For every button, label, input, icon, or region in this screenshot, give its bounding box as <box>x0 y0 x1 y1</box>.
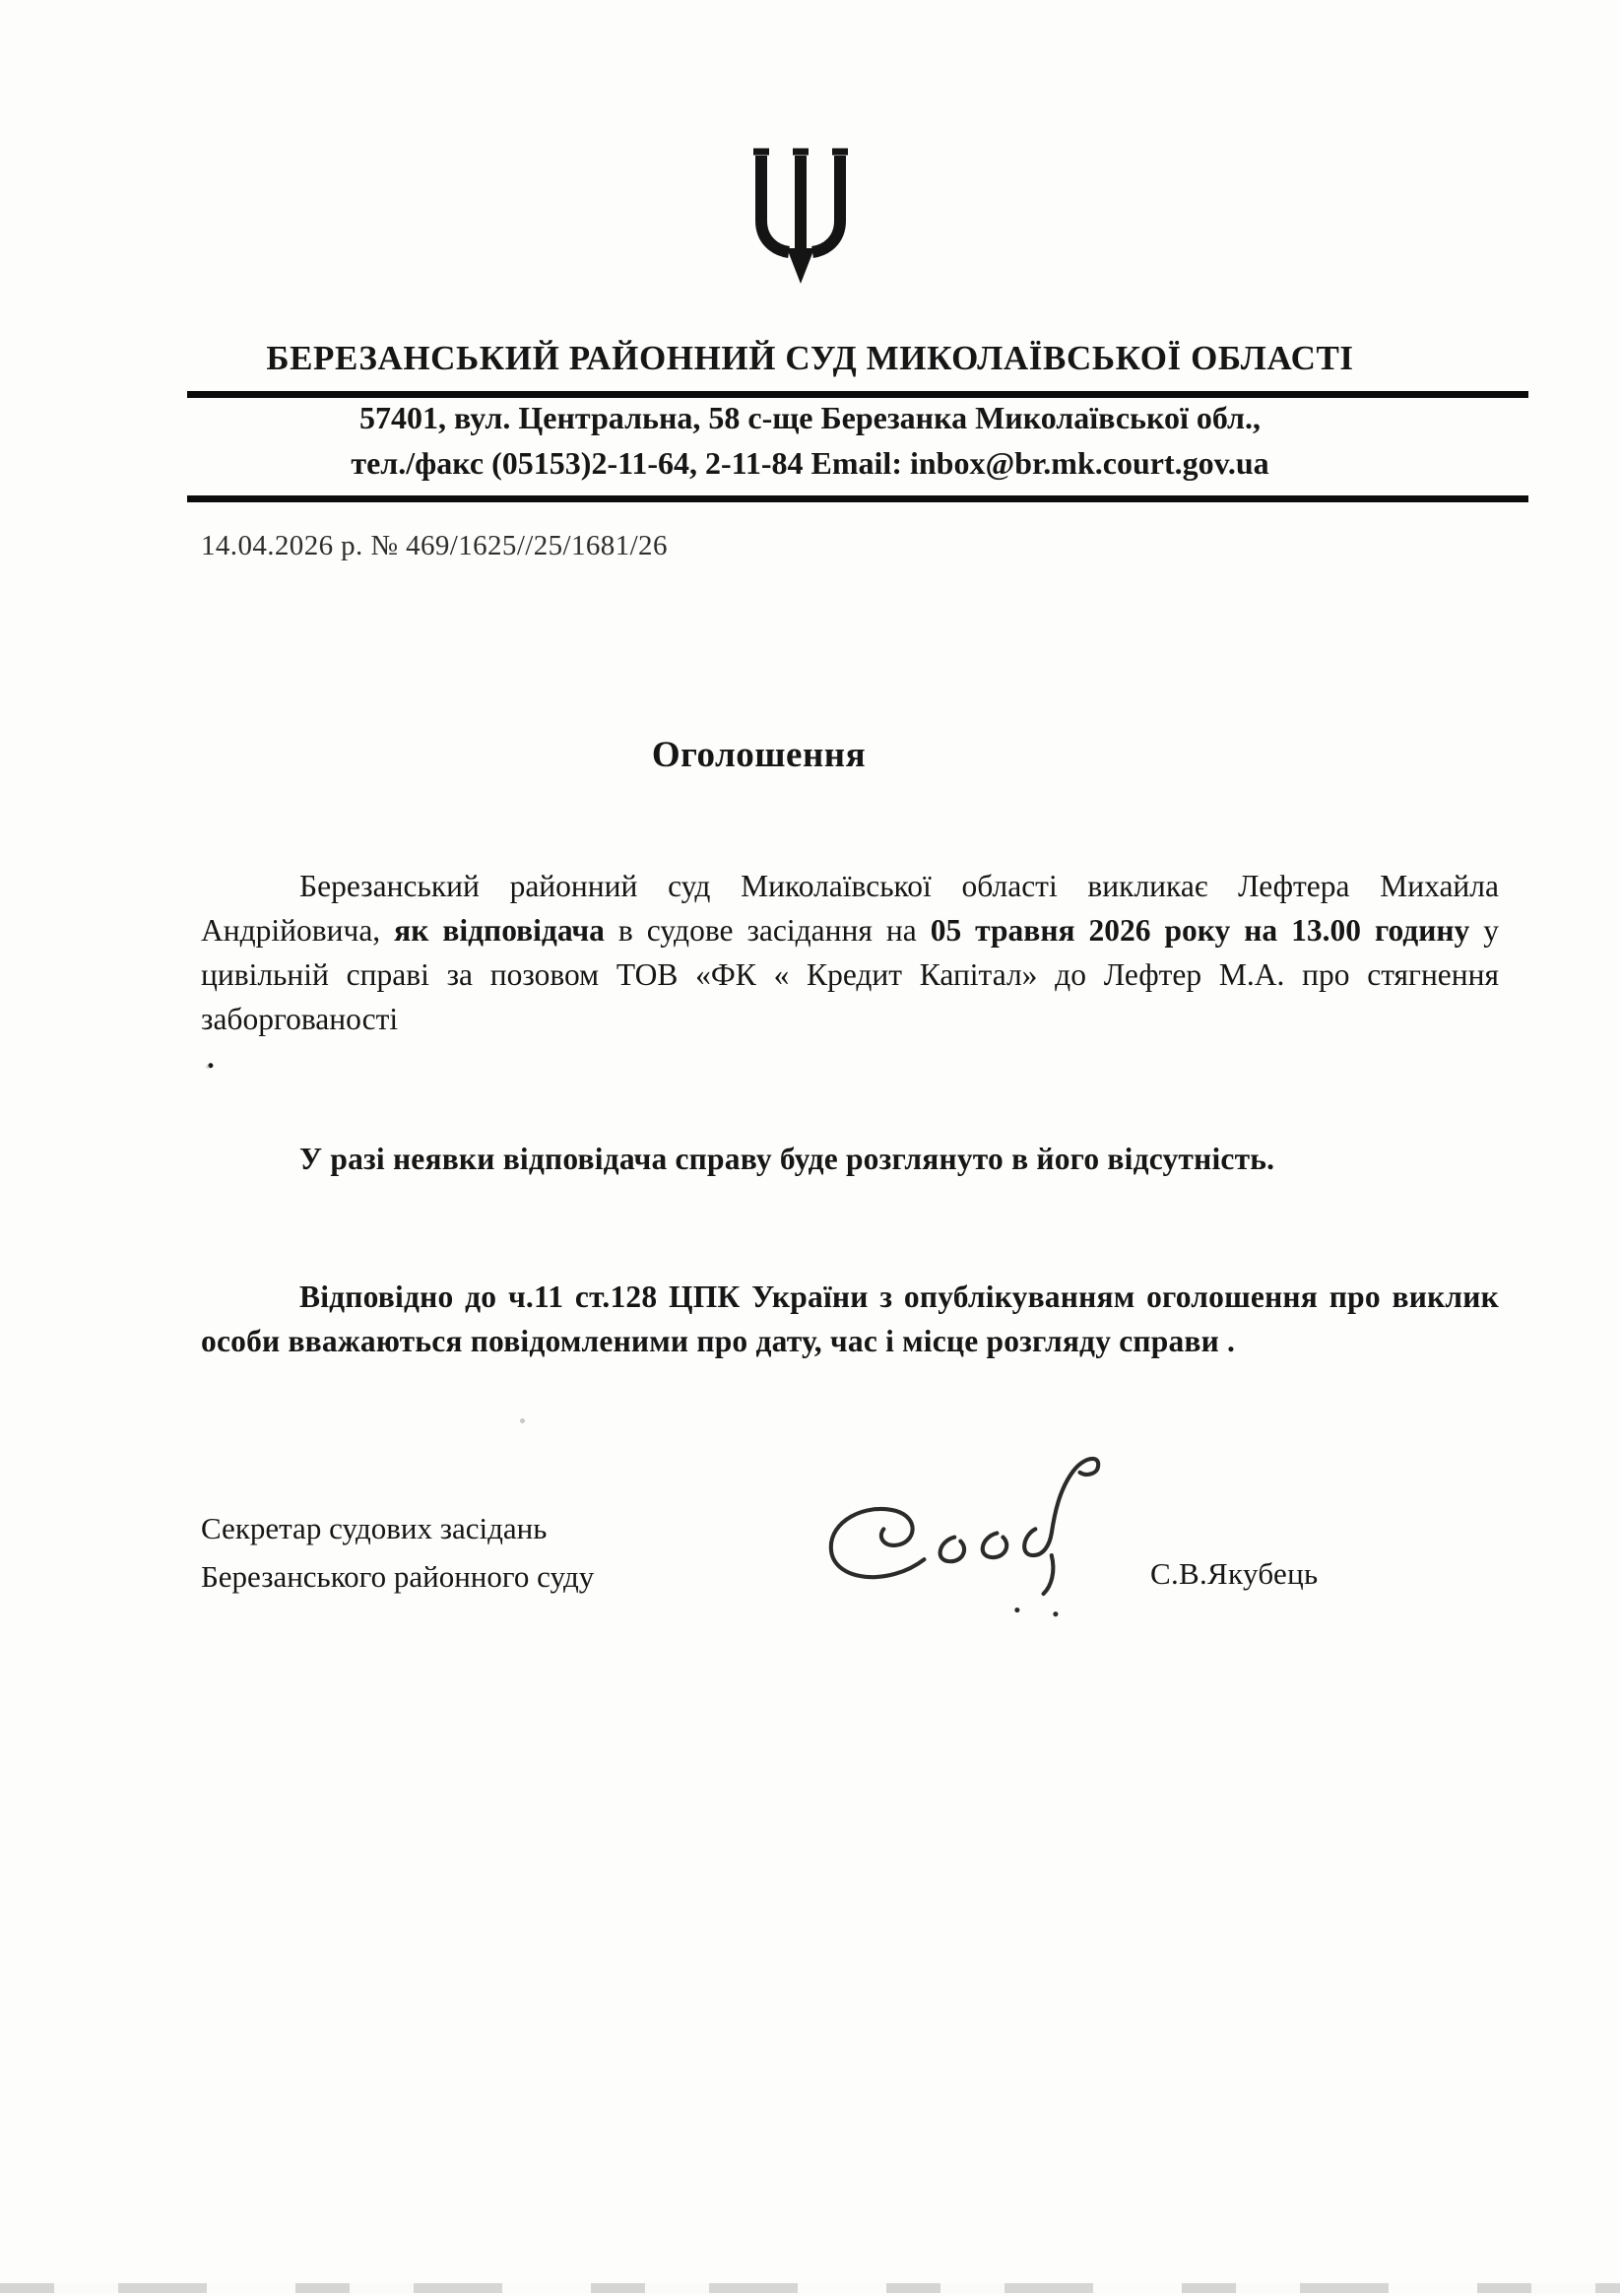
ukraine-trident-emblem <box>741 144 861 292</box>
court-name-heading: БЕРЕЗАНСЬКИЙ РАЙОННИЙ СУД МИКОЛАЇВСЬКОЇ ОБЛАСТІ <box>266 339 1354 377</box>
announcement-paragraph-2: У разі неявки відповідача справу буде розглянуто в його відсутність. <box>299 1141 1275 1176</box>
announcement-title: Оголошення <box>651 735 867 775</box>
announcement-paragraph-1 <box>201 864 1499 1041</box>
p1-text-1: Березанський районний суд Миколаївської області викликає Лефтера Михайла Андрійовича, <box>201 868 1499 948</box>
letterhead-divider-bottom <box>187 495 1528 502</box>
signature-icon <box>803 1440 1167 1627</box>
handwritten-signature <box>803 1440 1167 1627</box>
scan-edge-artifact <box>0 2283 1620 2293</box>
trident-icon <box>741 144 861 292</box>
letterhead-divider-top <box>187 391 1528 398</box>
announcement-paragraph-3: Відповідно до ч.11 ст.128 ЦПК України з опублікуванням оголошення про виклик особи вважаються повідомленими про дату, час і місце розгляду справи . <box>201 1279 1499 1358</box>
p1-text-3: у цивільній справі за позовом ТОВ «ФК « Кредит Капітал» до Лефтер М.А. про стягнення заборгованості <box>201 912 1500 1036</box>
p1-bold-1: як відповідача <box>394 912 605 948</box>
signer-role-line-2: Березанського районного суду <box>201 1559 595 1594</box>
court-address-line: 57401, вул. Центральна, 58 с-ще Березанка Миколаївської обл., <box>359 400 1261 435</box>
signer-name: С.В.Якубець <box>1150 1556 1319 1591</box>
p1-bold-2: 05 травня 2026 року на 13.00 годину <box>930 912 1470 948</box>
court-contact-line: тел./факс (05153)2-11-64, 2-11-84 Email: inbox@br.mk.court.gov.ua <box>351 445 1269 481</box>
signer-role-line-1: Секретар судових засідань <box>201 1511 548 1545</box>
scan-artifact-speck <box>206 1065 210 1069</box>
date-and-ref-number: 14.04.2026 р. № 469/1625//25/1681/26 <box>201 530 668 561</box>
stray-period: . <box>207 1040 215 1075</box>
signer-role-block <box>201 1504 594 1601</box>
scan-artifact-speck <box>520 1418 525 1423</box>
p1-text-2: в судове засідання на <box>604 912 931 948</box>
